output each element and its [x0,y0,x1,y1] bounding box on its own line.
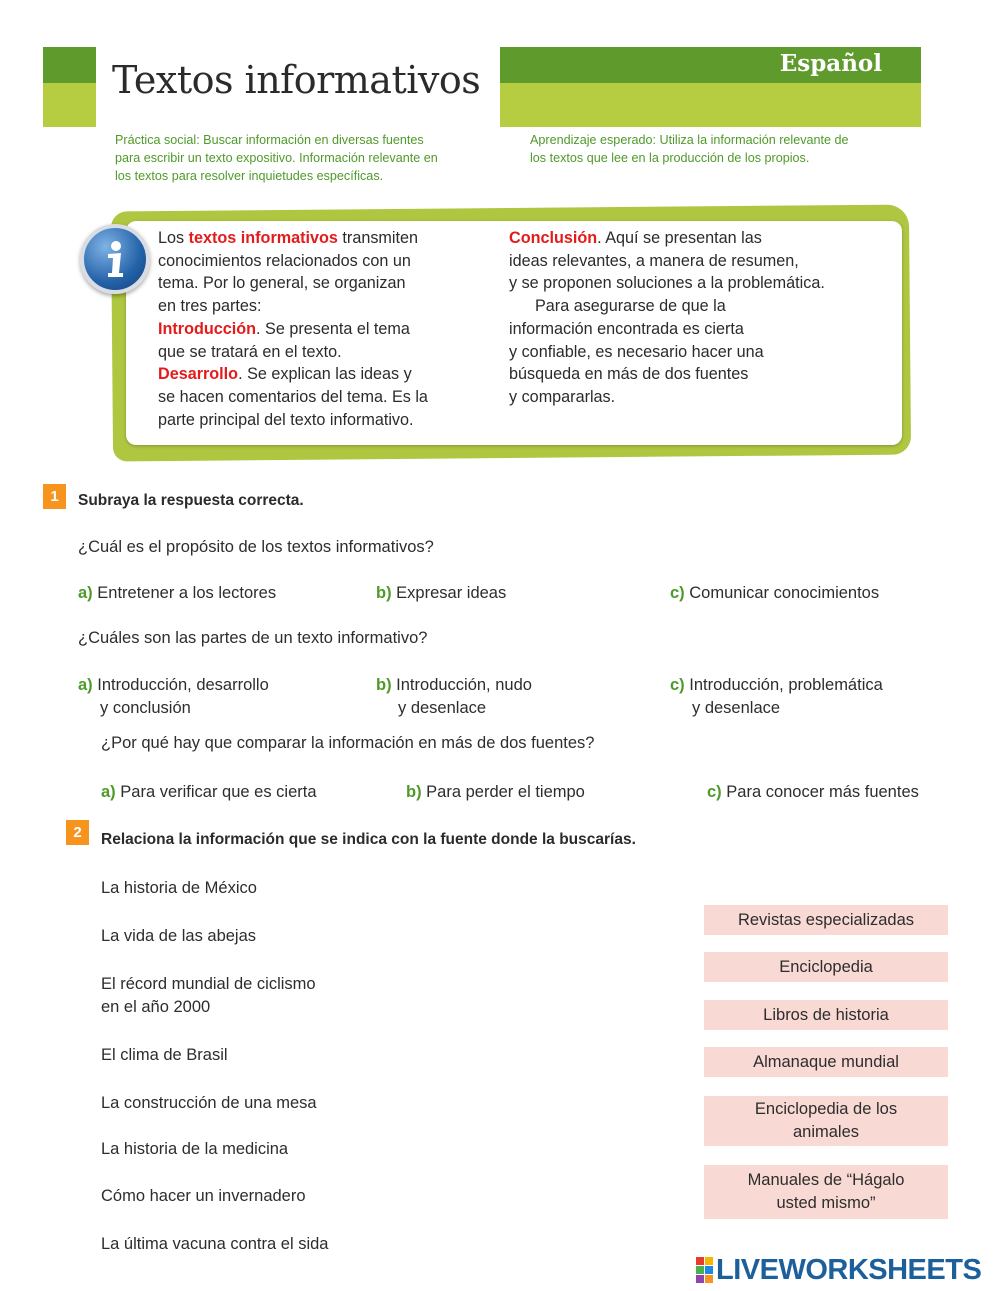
info-text: ideas relevantes, a manera de resumen, [509,251,799,270]
option-text: Para verificar que es cierta [120,783,317,801]
source-text: Libros de historia [763,1005,889,1024]
option-text: Entretener a los lectores [97,584,277,602]
option-text: Expresar ideas [396,584,507,602]
keyword-desarrollo: Desarrollo [158,365,239,384]
learning-note: Aprendizaje esperado: Utiliza la información relevante de los textos que lee en la producción de los propios. [530,133,849,165]
question-3: ¿Por qué hay que comparar la información en más de dos fuentes? [101,734,595,752]
option-letter: b) [376,676,392,694]
q3-option-a[interactable] [101,781,317,804]
source-text: usted mismo” [776,1194,876,1212]
keyword-textos-informativos: textos informativos [188,229,338,247]
exercise-2-badge: 2 [66,820,89,845]
topic-item[interactable] [101,973,316,1019]
info-text: y compararlas. [509,387,616,406]
option-letter: a) [78,584,93,602]
info-text: en tres partes: [158,297,262,316]
topic-item[interactable]: La vida de las abejas [101,927,257,945]
topic-item[interactable]: La construcción de una mesa [101,1094,317,1112]
topic-item[interactable]: Cómo hacer un invernadero [101,1187,306,1205]
option-letter: a) [101,783,116,801]
q2-option-c[interactable] [670,674,883,720]
logo-blocks-icon [696,1257,713,1283]
source-text: Almanaque mundial [753,1052,899,1071]
option-text: Introducción, desarrollo [97,676,269,694]
topic-item[interactable]: La última vacuna contra el sida [101,1235,329,1253]
keyword-conclusion: Conclusión [509,229,598,247]
practice-note: Práctica social: Buscar información en diversas fuentes para escribir un texto expositivo. Información relevante en los textos para resolver inquietudes específicas. [115,133,438,183]
info-text: búsqueda en más de dos fuentes [509,365,749,384]
option-text: y desenlace [692,699,781,717]
info-text: conocimientos relacionados con un [158,251,411,270]
info-text: parte principal del texto informativo. [158,410,414,429]
source-text: Manuales de “Hágalo [747,1171,905,1189]
topic-item[interactable]: El clima de Brasil [101,1046,228,1064]
logo-text: LIVEWORKSHEETS [716,1253,982,1286]
source-box[interactable] [704,1000,948,1030]
info-text: . Se presenta el tema [256,319,410,338]
q1-option-b[interactable] [376,582,506,605]
info-text: y confiable, es necesario hacer una [509,342,764,361]
info-text: y se proponen soluciones a la problemática. [509,274,825,293]
option-text: Introducción, problemática [689,676,883,694]
question-2: ¿Cuáles son las partes de un texto informativo? [78,629,428,647]
q1-option-a[interactable] [78,582,276,605]
source-box[interactable] [704,1047,948,1077]
info-text: que se tratará en el texto. [158,342,342,361]
subject-label: Español [779,50,882,77]
source-text: Revistas especializadas [737,910,915,929]
source-box[interactable] [704,905,948,935]
q3-option-c[interactable] [707,781,919,804]
option-letter: a) [78,676,93,694]
source-text: animales [792,1123,860,1141]
option-text: Para perder el tiempo [426,783,585,801]
option-text: Comunicar conocimientos [689,584,880,602]
option-letter: c) [670,676,685,694]
option-text: y conclusión [100,699,191,717]
info-text: Para asegurarse de que la [535,297,726,316]
liveworksheets-logo [696,1255,981,1285]
q1-option-c[interactable] [670,582,879,605]
source-text: Enciclopedia de los [754,1100,898,1118]
option-text: Para conocer más fuentes [726,783,919,801]
exercise-1-badge: 1 [43,484,66,509]
info-text: Los [158,229,189,247]
info-text: tema. Por lo general, se organizan [158,274,406,293]
topic-item[interactable]: La historia de la medicina [101,1140,289,1158]
option-letter: b) [376,584,392,602]
option-letter: b) [406,783,422,801]
q3-option-b[interactable] [406,781,585,804]
source-box[interactable] [704,1096,948,1146]
info-box-left-column [158,227,503,431]
source-text: Enciclopedia [779,957,873,976]
option-letter: c) [707,783,722,801]
info-text: se hacen comentarios del tema. Es la [158,387,428,406]
source-box[interactable] [704,952,948,982]
header-band-light [500,83,921,127]
topic-line: en el año 2000 [101,998,211,1016]
info-text: información encontrada es cierta [509,319,744,338]
exercise-2-instruction: Relaciona la información que se indica con la fuente donde la buscarías. [101,831,636,848]
info-icon [80,224,150,294]
source-box[interactable] [704,1165,948,1219]
info-text: . Aquí se presentan las [597,229,762,247]
keyword-introduccion: Introducción [158,319,257,338]
q2-option-b[interactable] [376,674,532,720]
info-text: transmiten [337,229,419,247]
info-box-right-column [509,227,869,409]
q2-option-a[interactable] [78,674,269,720]
header-green-square [43,47,96,127]
question-1: ¿Cuál es el propósito de los textos informativos? [78,538,434,556]
option-letter: c) [670,584,685,602]
exercise-1-instruction: Subraya la respuesta correcta. [78,492,304,509]
topic-item[interactable]: La historia de México [101,879,257,897]
page-title: Textos informativos [112,58,481,102]
info-text: . Se explican las ideas y [238,365,412,384]
option-text: y desenlace [398,699,487,717]
topic-line: El récord mundial de ciclismo [101,975,316,993]
option-text: Introducción, nudo [396,676,532,694]
